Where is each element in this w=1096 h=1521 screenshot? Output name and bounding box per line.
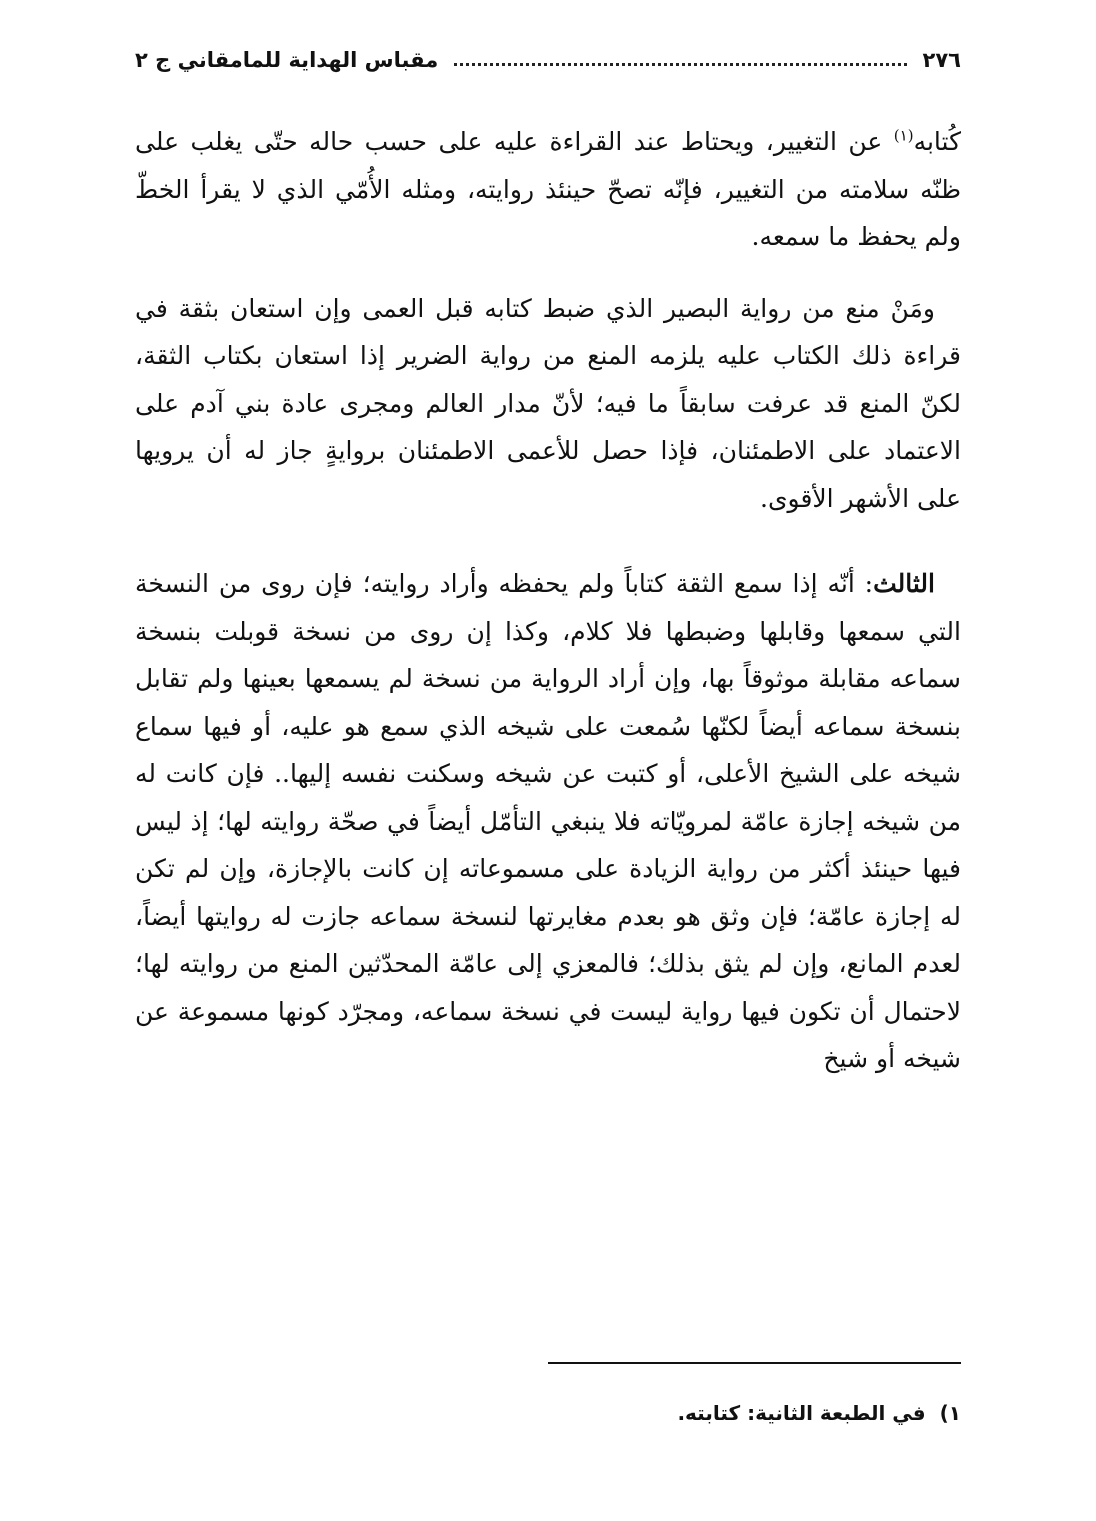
page-number: ٢٧٦ (922, 48, 961, 72)
paragraph-1-text: عن التغيير، ويحتاط عند القراءة عليه على حسب حاله حتّى يغلب على ظنّه سلامته من التغيير، فإنّه تصحّ حينئذ روايته، ومثله الأُمّي الذي لا يقرأ الخطّ ولم يحفظ ما سمعه. (135, 127, 961, 251)
footnote-reference: (١) (893, 126, 914, 145)
footnote-separator (548, 1362, 961, 1364)
paragraph-3 (135, 560, 961, 1083)
paragraph-2: ومَنْ منع من رواية البصير الذي ضبط كتابه قبل العمى وإن استعان بثقة في قراءة ذلك الكتاب عليه يلزمه المنع من رواية الضرير إذا استعان بكتاب الثقة، لكنّ المنع قد عرفت سابقاً ما فيه؛ لأنّ مدار العالم ومجرى عادة بني آدم على الاعتماد على الاطمئنان، فإذا حصل للأعمى الاطمئنان بروايةٍ جاز له أن يرويها على الأشهر الأقوى. (135, 293, 961, 513)
dotted-leader (454, 63, 906, 66)
paragraph-1-start: كُتابه (913, 127, 961, 156)
body-text (135, 118, 961, 1083)
footnote (135, 1398, 961, 1428)
paragraph-3-lead: الثالث (873, 569, 935, 598)
footnote-text: في الطبعة الثانية: كتابته. (677, 1401, 926, 1425)
footnote-number: ١) (939, 1401, 961, 1425)
paragraph-3-text: : أنّه إذا سمع الثقة كتاباً ولم يحفظه وأراد روايته؛ فإن روى من النسخة التي سمعها وقابلها وضبطها فلا كلام، وكذا إن روى من نسخة قوبلت بنسخة سماعه مقابلة موثوقاً بها، وإن أراد الرواية من نسخة لم يسمعها بعينها ولم تقابل بنسخة سماعه أيضاً لكنّها سُمعت على شيخه الذي سمع هو عليه، أو فيها سماع شيخه على الشيخ الأعلى، أو كتبت عن شيخه وسكنت نفسه إليها.. فإن كانت له من شيخه إجازة عامّة لمرويّاته فلا ينبغي التأمّل أيضاً في صحّة روايته لها؛ إذ ليس فيها حينئذ أكثر من رواية الزيادة على مسموعاته إن كانت بالإجازة، وإن لم تكن له إجازة عامّة؛ فإن وثق هو بعدم مغايرتها لنسخة سماعه جازت له روايتها أيضاً، لعدم المانع، وإن لم يثق بذلك؛ فالمعزي إلى عامّة المحدّثين المنع من روايته لها؛ لاحتمال أن تكون فيها رواية ليست في نسخة سماعه، ومجرّد كونها مسموعة عن شيخه أو شيخ (135, 569, 961, 1073)
page-header (135, 40, 961, 80)
paragraph-1 (135, 118, 961, 261)
running-title: مقباس الهداية للمامقاني ج ٢ (135, 48, 439, 72)
